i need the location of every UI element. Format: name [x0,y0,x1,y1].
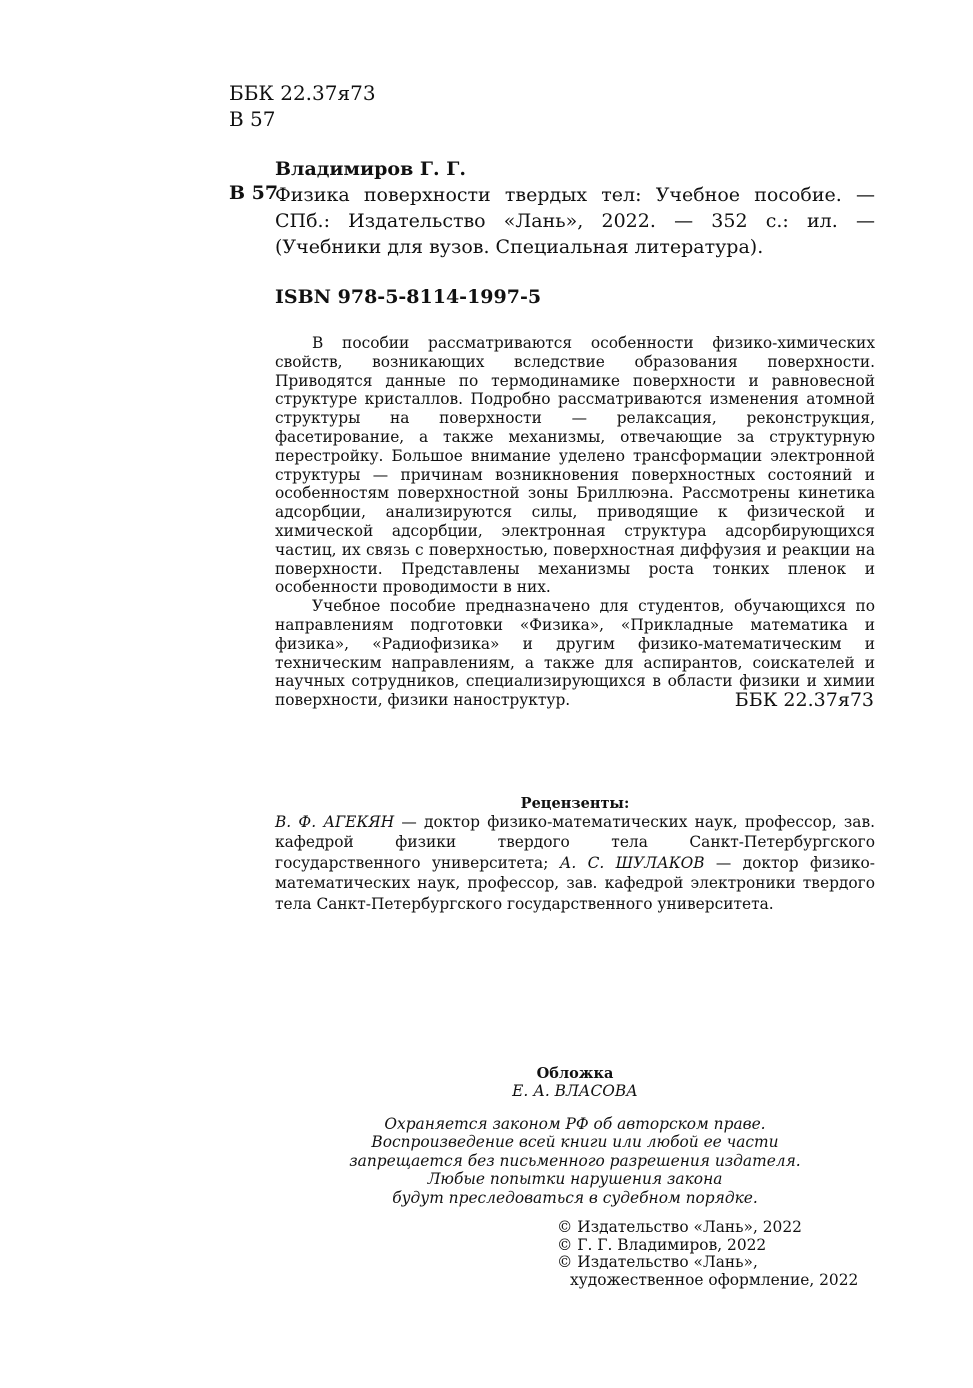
abstract-paragraph-2: Учебное пособие предназначено для студентов, обучающихся по направлениям подготовки «Физика», «Прикладные математика и физика», «Радиофизика» и другим физико-математическим и техническим направлениям, а также для аспирантов, соискателей и научных сотрудников, специализирующихся в области физики и химии поверхности, физики наноструктур. [275,597,875,710]
notice-line-3: запрещается без письменного разрешения издателя. [349,1151,801,1170]
notice-line-2: Воспроизведение всей книги или любой ее части [371,1133,779,1152]
book-author: Владимиров Г. Г. [275,158,466,180]
reviewer-2-desc: — доктор физико-математических наук, профессор, зав. кафедрой электроники твердого тела Санкт-Петербургского государственного университета. [275,853,875,913]
bibliographic-description: Физика поверхности твердых тел: Учебное пособие. — СПб.: Издательство «Лань», 2022. — 352 с.: ил. — (Учебники для вузов. Специальная литература). [275,184,875,258]
reviewers-text [275,812,875,914]
copyrights [557,1219,858,1289]
author-sign-code: В 57 [229,182,279,204]
abstract [275,334,875,710]
copyright-line-4: художественное оформление, 2022 [570,1270,859,1289]
reviewer-1-desc: — доктор физико-математических наук, профессор, зав. кафедрой физики твердого тела Санкт-Петербургского государственного университета; [275,813,876,872]
notice-line-1: Охраняется законом РФ об авторском праве. [384,1115,766,1133]
cover-title: Обложка [536,1065,614,1082]
reviewer-2-name: А. С. ШУЛАКОВ [559,853,705,872]
copyright-notice [275,1115,875,1207]
copyright-line-2: © Г. Г. Владимиров, 2022 [557,1235,767,1254]
bbk-code-footer: ББК 22.37я73 [734,689,874,711]
reviewers-title: Рецензенты: [520,795,630,812]
copyright-line-1: © Издательство «Лань», 2022 [557,1218,802,1236]
reviewer-1-name: В. Ф. АГЕКЯН [275,813,395,831]
notice-line-5: будут преследоваться в судебном порядке. [392,1188,758,1207]
copyright-line-3: © Издательство «Лань», [557,1253,758,1271]
catalog-header [229,80,376,132]
author-mark: В 57 [229,107,276,131]
cover-designer: Е. А. ВЛАСОВА [512,1082,638,1100]
abstract-paragraph-1: В пособии рассматриваются особенности физико-химических свойств, возникающих вследствие образования поверхности. Приводятся данные по термодинамике поверхности и равновесной структуре кристаллов. Подробно рассматриваются изменения атомной структуры на поверхности — релаксация, реконструкция, фасетирование, а также механизмы, отвечающие за структурную перестройку. Большое внимание уделено трансформации электронной структуры — причинам возникновения поверхностных состояний и особенностям поверхностной зоны Бриллюэна. Рассмотрены кинетика адсорбции, анализируются силы, приводящие к физической и химической адсорбции, электронная структура адсорбирующихся частиц, их связь с поверхностью, поверхностная диффузия и реакции на поверхности. Представлены механизмы роста тонких пленок и особенности проводимости в них. [275,334,875,597]
isbn: ISBN 978-5-8114-1997-5 [275,286,542,308]
bbk-code: ББК 22.37я73 [229,81,376,105]
notice-line-4: Любые попытки нарушения закона [427,1170,723,1189]
